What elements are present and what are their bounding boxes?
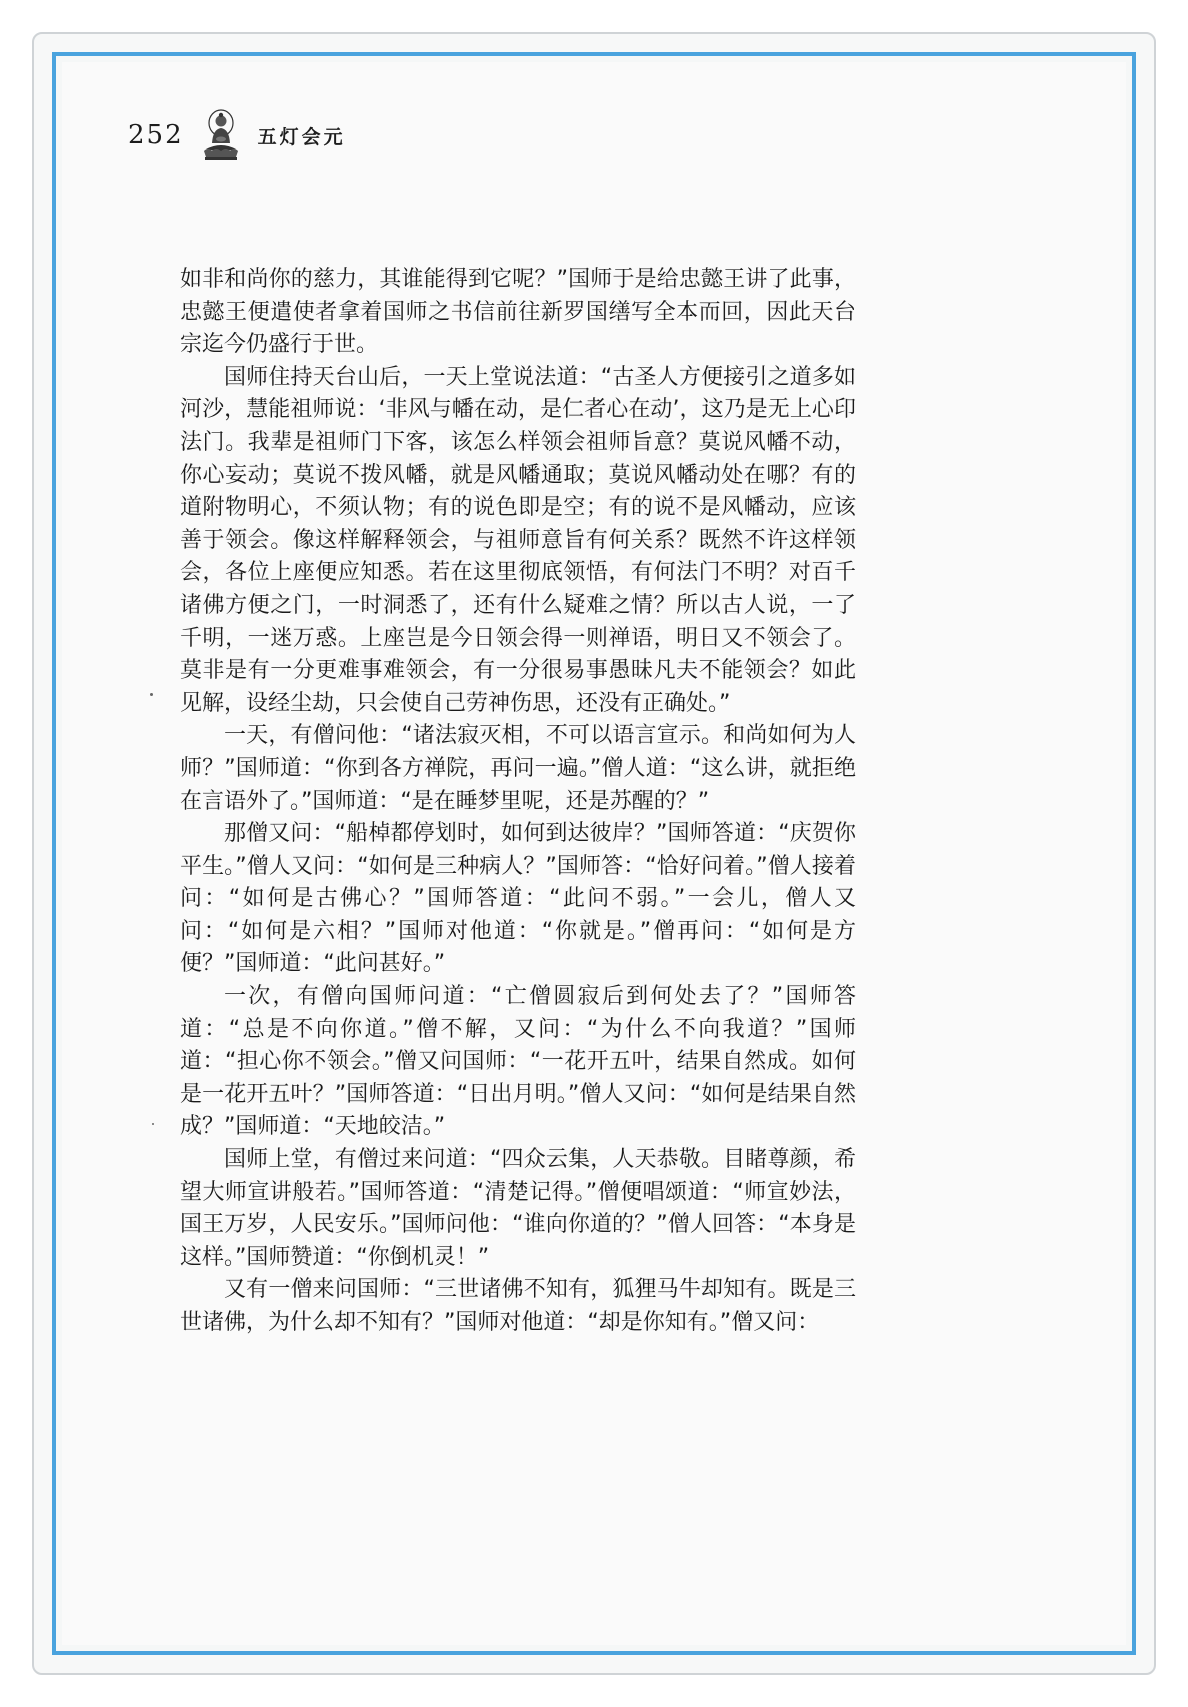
paragraph: 国师住持天台山后，一天上堂说法道：“古圣人方便接引之道多如河沙，慧能祖师说：‘非风与幡在动，是仁者心在动’，这乃是无上心印法门。我辈是祖师门下客，该怎么样领会祖师旨意？莫说风幡不动，你心妄动；莫说不拨风幡，就是风幡通取；莫说风幡动处在哪？有的道附物明心，不须认物；有的说色即是空；有的说不是风幡动，应该善于领会。像这样解释领会，与祖师意旨有何关系？既然不许这样领会，各位上座便应知悉。若在这里彻底领悟，有何法门不明？对百千诸佛方便之门，一时洞悉了，还有什么疑难之情？所以古人说，一了千明，一迷万惑。上座岂是今日领会得一则禅语，明日又不领会了。莫非是有一分更难事难领会，有一分很易事愚昧凡夫不能领会？如此见解，设经尘劫，只会使自己劳神伤思，还没有正确处。”: [180, 364, 856, 716]
body-text: [180, 264, 856, 1340]
book-title: 五灯会元: [257, 125, 346, 148]
paragraph: 那僧又问：“船棹都停划时，如何到达彼岸？”国师答道：“庆贺你平生。”僧人又问：“如何是三种病人？”国师答：“恰好问着。”僧人接着问：“如何是古佛心？”国师答道：“此问不弱。”一会儿，僧人又问：“如何是六相？”国师对他道：“你就是。”僧再问：“如何是方便？”国师道：“此问甚好。”: [180, 821, 856, 977]
paragraph: 一次，有僧向国师问道：“亡僧圆寂后到何处去了？”国师答道：“总是不向你道。”僧不解，又问：“为什么不向我道？”国师道：“担心你不领会。”僧又问国师：“一花开五叶，结果自然成。如何是一花开五叶？”国师答道：“日出月明。”僧人又问：“如何是结果自然成？”国师道：“天地皎洁。”: [180, 984, 856, 1140]
scan-speck: [152, 1123, 154, 1125]
scan-speck: [150, 693, 153, 696]
paragraph: 一天，有僧问他：“诸法寂灭相，不可以语言宣示。和尚如何为人师？”国师道：“你到各方禅院，再问一遍。”僧人道：“这么讲，就拒绝在言语外了。”国师道：“是在睡梦里呢，还是苏醒的？”: [180, 723, 856, 814]
paragraph: 又有一僧来问国师：“三世诸佛不知有，狐狸马牛却知有。既是三世诸佛，为什么却不知有？”国师对他道：“却是你知有。”僧又问：: [180, 1277, 856, 1335]
paragraph: 国师上堂，有僧过来问道：“四众云集，人天恭敬。目睹尊颜，希望大师宣讲般若。”国师答道：“清楚记得。”僧便唱颂道：“师宣妙法，国王万岁，人民安乐。”国师问他：“谁向你道的？”僧人回答：“本身是这样。”国师赞道：“你倒机灵！”: [180, 1147, 856, 1270]
page-number: 252: [128, 120, 184, 150]
paragraph: 如非和尚你的慈力，其谁能得到它呢？”国师于是给忠懿王讲了此事，忠懿王便遣使者拿着国师之书信前往新罗国缮写全本而回，因此天台宗迄今仍盛行于世。: [180, 267, 856, 358]
seated-buddha-icon: [198, 107, 244, 163]
page-header: [128, 100, 346, 170]
